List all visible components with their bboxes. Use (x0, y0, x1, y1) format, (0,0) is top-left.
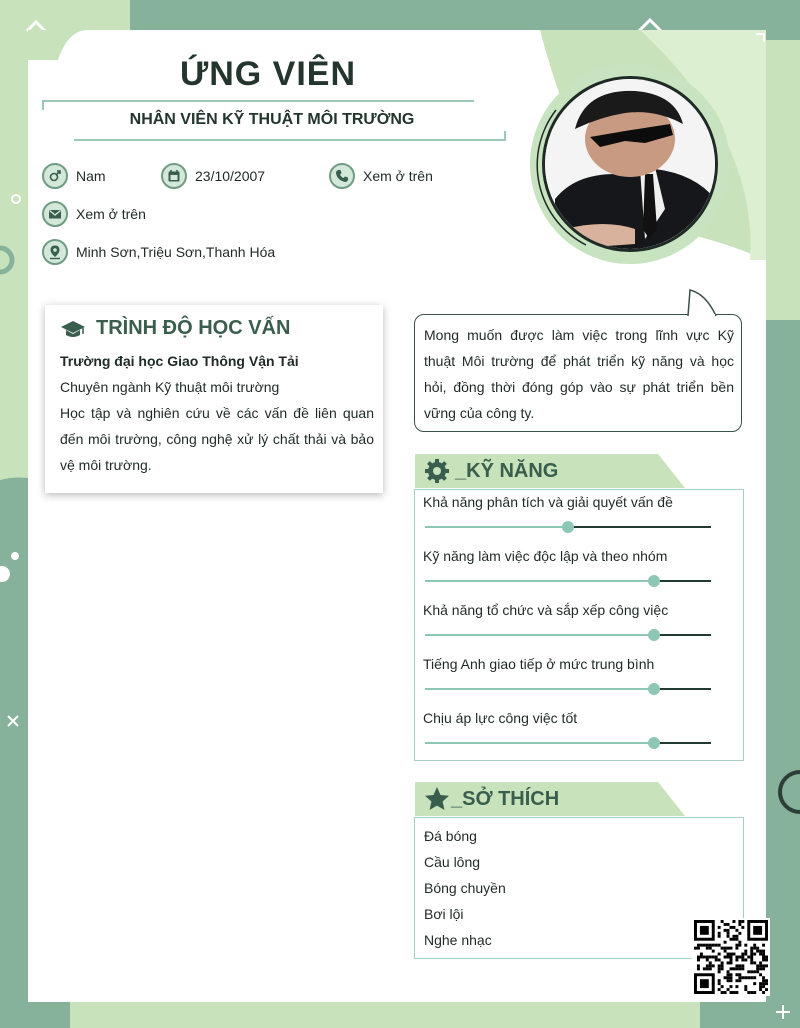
skill-row (415, 710, 743, 760)
career-objective (414, 314, 742, 432)
speech-tail (686, 288, 726, 318)
calendar-icon (161, 163, 187, 189)
birthdate-item (161, 163, 265, 189)
birthdate-value: 23/10/2007 (195, 168, 266, 184)
school-name: Trường đại học Giao Thông Vận Tải (60, 353, 299, 369)
education-card (45, 305, 383, 493)
graduation-cap-icon (60, 318, 86, 340)
skill-level-bar (425, 580, 711, 582)
avatar-frame (530, 64, 730, 264)
skill-level-handle (648, 737, 660, 749)
gender-item (42, 163, 106, 189)
star-icon (423, 785, 451, 813)
hobby-item: Nghe nhạc (424, 932, 492, 948)
hobby-item: Bơi lội (424, 906, 464, 922)
skills-header (423, 457, 558, 485)
skill-level-fill (425, 526, 568, 528)
phone-icon (329, 163, 355, 189)
skill-level-fill (425, 742, 654, 744)
skill-level-fill (425, 634, 654, 636)
email-item (42, 201, 146, 227)
skill-row (415, 656, 743, 706)
page-title: ỨNG VIÊN (179, 55, 356, 93)
skill-level-bar (425, 634, 711, 636)
major: Chuyên ngành Kỹ thuật môi trường (60, 379, 280, 395)
hobbies-header (423, 785, 559, 813)
skill-label: Khả năng tổ chức và sắp xếp công việc (423, 602, 669, 618)
location-pin-icon (42, 239, 68, 265)
skill-level-bar (425, 526, 711, 528)
email-icon (42, 201, 68, 227)
hobby-item: Bóng chuyền (424, 880, 506, 896)
email-value: Xem ở trên (76, 206, 146, 222)
gender-icon (42, 163, 68, 189)
portrait-photo (545, 79, 715, 249)
skills-box (414, 489, 744, 761)
skill-level-handle (648, 683, 660, 695)
hobbies-title: _SỞ THÍCH (451, 787, 560, 810)
skill-level-fill (425, 580, 654, 582)
skill-level-handle (562, 521, 574, 533)
education-title: TRÌNH ĐỘ HỌC VẤN (96, 317, 291, 339)
skill-label: Kỹ năng làm việc độc lập và theo nhóm (423, 548, 668, 564)
address-value: Minh Sơn,Triệu Sơn,Thanh Hóa (76, 244, 276, 260)
skill-level-bar (425, 688, 711, 690)
hobby-item: Đá bóng (424, 828, 477, 844)
address-item (42, 239, 275, 265)
phone-value: Xem ở trên (363, 168, 433, 184)
skill-row (415, 548, 743, 598)
phone-item (329, 163, 433, 189)
title-divider-top (42, 100, 474, 110)
skill-label: Khả năng phân tích và giải quyết vấn đề (423, 494, 673, 510)
gear-icon (423, 457, 451, 485)
job-title: NHÂN VIÊN KỸ THUẬT MÔI TRƯỜNG (129, 111, 415, 128)
objective-text: Mong muốn được làm việc trong lĩnh vực Kỹ thuật Môi trường để phát triển kỹ năng và học hỏi, đồng thời đóng góp vào sự phát triển bền vững của công ty. (424, 327, 734, 421)
education-header (60, 317, 290, 340)
skill-level-handle (648, 629, 660, 641)
avatar (542, 76, 718, 252)
skill-level-handle (648, 575, 660, 587)
skill-row (415, 602, 743, 652)
skill-label: Tiếng Anh giao tiếp ở mức trung bình (423, 656, 655, 672)
gender-value: Nam (76, 168, 106, 184)
skills-title: _KỸ NĂNG (455, 459, 559, 482)
title-divider-bottom (74, 131, 506, 141)
skill-label: Chịu áp lực công việc tốt (423, 710, 578, 726)
skill-row (415, 494, 743, 544)
education-description: Học tập và nghiên cứu về các vấn đề liên quan đến môi trường, công nghệ xử lý chất thải và bảo vệ môi trường. (60, 405, 374, 473)
qr-code-pattern (694, 920, 768, 994)
skill-level-fill (425, 688, 654, 690)
qr-code[interactable] (692, 918, 770, 996)
hobby-item: Cầu lông (424, 854, 481, 870)
skill-level-bar (425, 742, 711, 744)
